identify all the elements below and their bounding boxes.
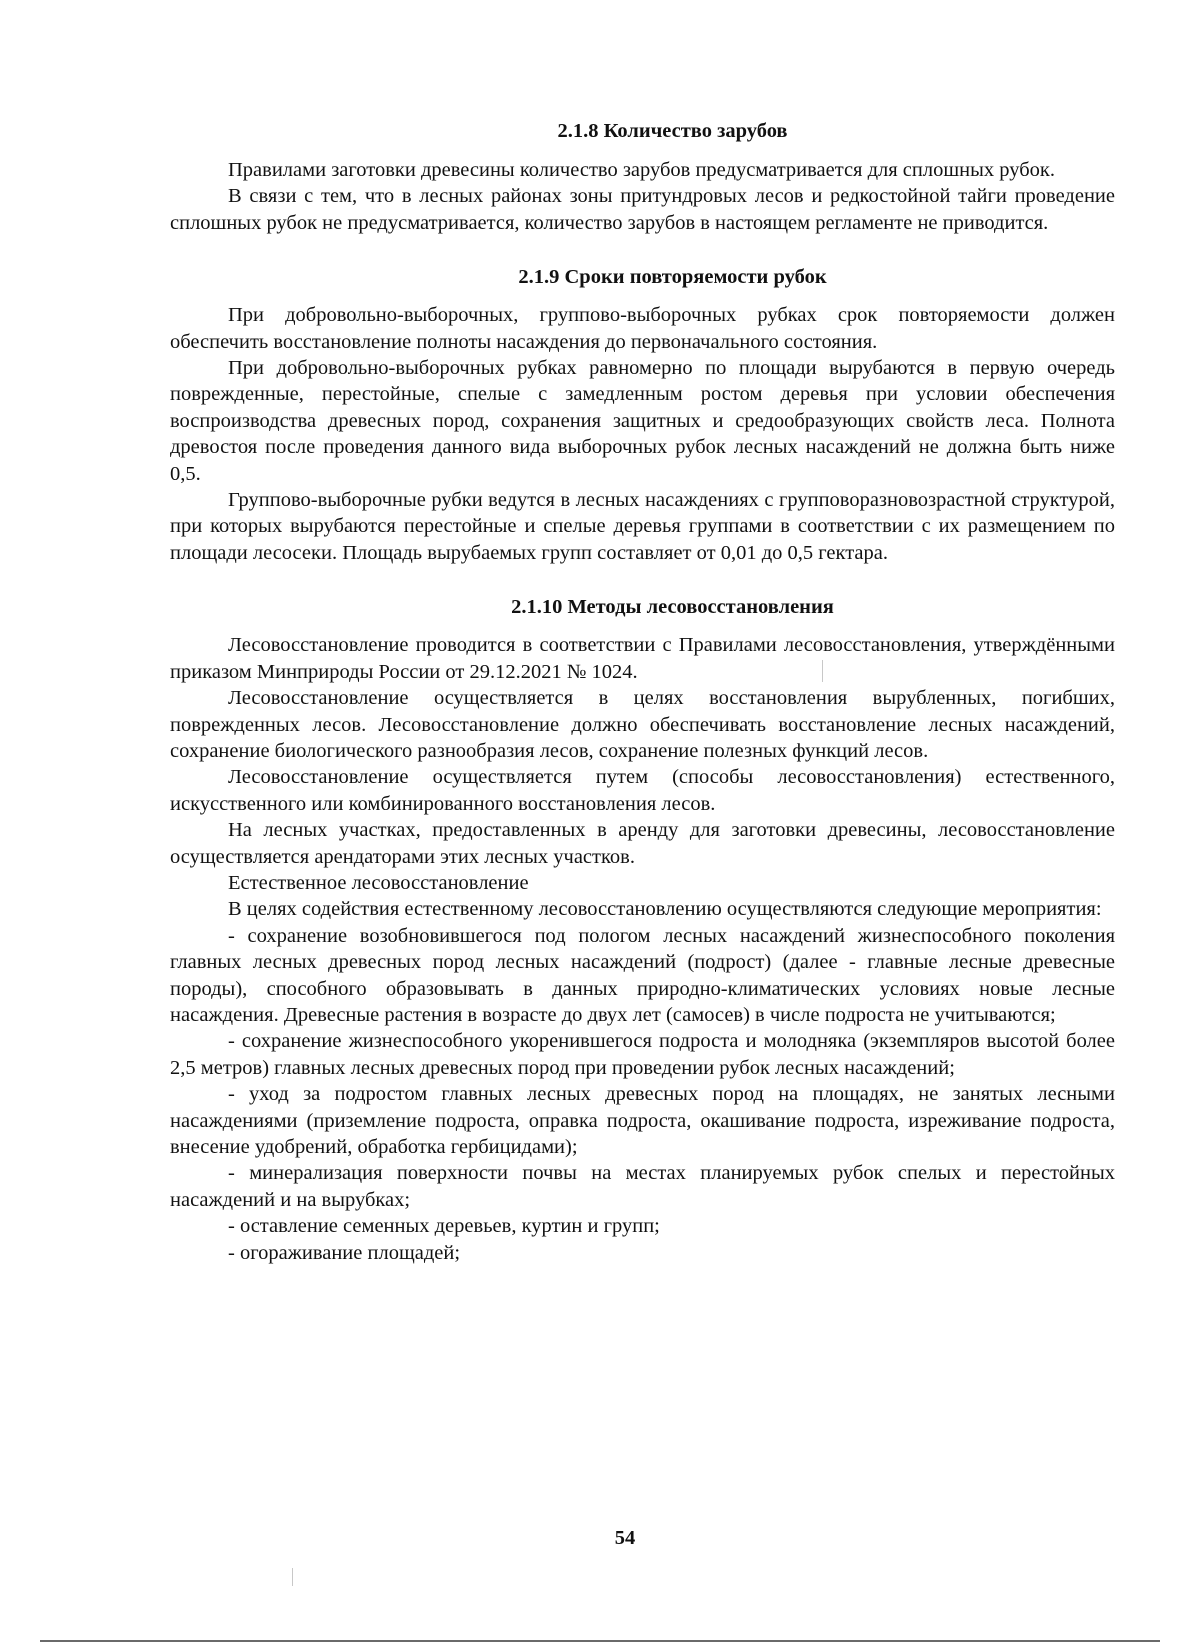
paragraph: Правилами заготовки древесины количество зарубов предусматривается для сплошных рубок.: [228, 159, 1055, 181]
document-page: [170, 118, 1115, 1266]
list-item: - сохранение жизнеспособного укоренившегося подроста и молодняка (экземпляров высотой более 2,5 метров) главных лесных древесных пород при проведении рубок лесных насаждений;: [170, 1030, 1115, 1079]
scan-artifact: [822, 660, 823, 682]
paragraph: При добровольно-выборочных, группово-выборочных рубках срок повторяемости должен обеспечить восстановление полноты насаждения до первоначального состояния.: [170, 304, 1115, 353]
paragraph: При добровольно-выборочных рубках равномерно по площади вырубаются в первую очередь поврежденные, перестойные, спелые с замедленным ростом деревья при условии обеспечения воспроизводства древесных пород, сохранения защитных и средообразующих свойств леса. Полнота древостоя после проведения данного вида выборочных рубок лесных насаждений не должна быть ниже 0,5.: [170, 357, 1115, 485]
paragraph: Лесовосстановление осуществляется путем (способы лесовосстановления) естественного, искусственного или комбинированного восстановления лесов.: [170, 766, 1115, 815]
paragraph: В связи с тем, что в лесных районах зоны притундровых лесов и редкостойной тайги проведение сплошных рубок не предусматривается, количество зарубов в настоящем регламенте не приводится.: [170, 185, 1115, 234]
page-bottom-rule: [40, 1640, 1160, 1642]
paragraph: Лесовосстановление осуществляется в целях восстановления вырубленных, погибших, поврежденных лесов. Лесовосстановление должно обеспечивать восстановление лесных насаждений, сохранение биологического разнообразия лесов, сохранение полезных функций лесов.: [170, 687, 1115, 762]
paragraph: Группово-выборочные рубки ведутся в лесных насаждениях с групповоразновозрастной структурой, при которых вырубаются перестойные и спелые деревья группами в соответствии с их размещением по площади лесосеки. Площадь вырубаемых групп составляет от 0,01 до 0,5 гектара.: [170, 489, 1115, 564]
scan-artifact: [292, 1568, 293, 1586]
paragraph: Естественное лесовосстановление: [228, 871, 529, 894]
list-item: - оставление семенных деревьев, куртин и групп;: [228, 1215, 660, 1238]
list-item: - огораживание площадей;: [228, 1241, 461, 1264]
list-item: - минерализация поверхности почвы на местах планируемых рубок спелых и перестойных насаждений и на вырубках;: [170, 1162, 1115, 1211]
page-number: 54: [614, 1527, 636, 1549]
section-heading-2-1-8: 2.1.8 Количество зарубов: [557, 120, 788, 142]
section-heading-2-1-9: 2.1.9 Сроки повторяемости рубок: [518, 266, 827, 289]
paragraph: Лесовосстановление проводится в соответствии с Правилами лесовосстановления, утверждёнными приказом Минприроды России от 29.12.2021 № 1024.: [170, 634, 1115, 683]
list-item: - сохранение возобновившегося под пологом лесных насаждений жизнеспособного поколения главных лесных древесных пород лесных насаждений (подрост) (далее - главные лесные древесные породы), способного образовывать в данных природно-климатических условиях новые лесные насаждения. Древесные растения в возрасте до двух лет (самосев) в числе подроста не учитываются;: [170, 924, 1115, 1026]
list-item: - уход за подростом главных лесных древесных пород на площадях, не занятых лесными насаждениями (приземление подроста, оправка подроста, окашивание подроста, изреживание подроста, внесение удобрений, обработка гербицидами);: [170, 1083, 1115, 1158]
paragraph: На лесных участках, предоставленных в аренду для заготовки древесины, лесовосстановление осуществляется арендаторами этих лесных участков.: [170, 819, 1115, 868]
paragraph: В целях содействия естественному лесовосстановлению осуществляются следующие мероприятия:: [228, 898, 1102, 921]
section-heading-2-1-10: 2.1.10 Методы лесовосстановления: [511, 596, 834, 619]
